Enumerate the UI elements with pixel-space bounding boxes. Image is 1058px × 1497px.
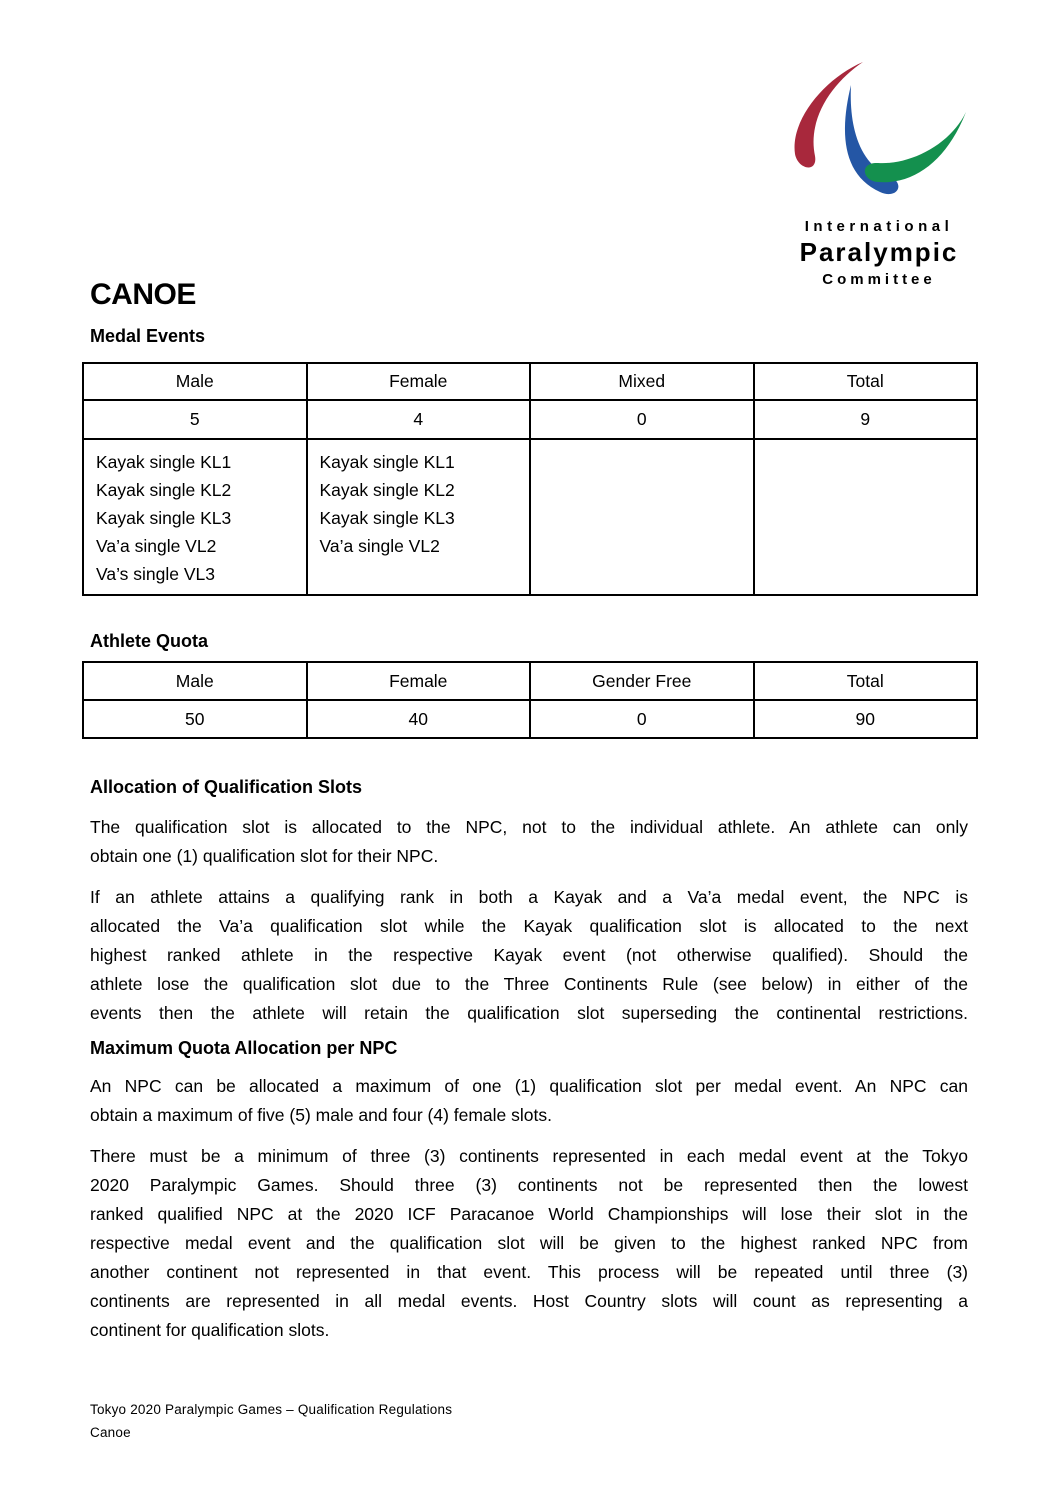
paragraph-max-quota-2 [90, 1142, 968, 1345]
quota-value-genderfree: 0 [530, 700, 754, 738]
paragraph-line: highest ranked athlete in the respective Kayak event (not otherwise qualified). Should the [90, 945, 968, 965]
paragraph-line: continent for qualification slots. [90, 1320, 330, 1340]
paragraph-line: An NPC can be allocated a maximum of one (1) qualification slot per medal event. An NPC can [90, 1076, 968, 1096]
page-footer [90, 1398, 452, 1444]
medal-events-heading: Medal Events [90, 326, 206, 346]
paragraph-max-quota-1 [90, 1072, 968, 1130]
medal-header-mixed: Mixed [530, 363, 754, 400]
paragraph-line: The qualification slot is allocated to the NPC, not to the individual athlete. An athlete can only [90, 817, 968, 837]
paragraph-line: obtain one (1) qualification slot for their NPC. [90, 846, 439, 866]
events-cell-total [754, 439, 978, 595]
section-heading-allocation: Allocation of Qualification Slots [90, 777, 363, 797]
page-title: CANOE [90, 278, 196, 311]
paragraph-line: athlete lose the qualification slot due to the Three Continents Rule (see below) in either of the [90, 974, 968, 994]
agito-green-swoosh [865, 112, 966, 182]
paragraph-allocation-1 [90, 813, 968, 871]
quota-header-total: Total [754, 662, 978, 700]
event-item: Kayak single KL3 [319, 508, 455, 528]
medal-count-female: 4 [307, 400, 531, 439]
event-item: Va’a single VL2 [96, 536, 217, 556]
event-item: Kayak single KL2 [96, 480, 232, 500]
event-item: Kayak single KL2 [319, 480, 455, 500]
ipc-logo [784, 62, 974, 288]
logo-text-international: International [804, 218, 954, 235]
quota-header-female: Female [307, 662, 531, 700]
paragraph-line: ranked qualified NPC at the 2020 ICF Paracanoe World Championships will lose their slot in the [90, 1204, 968, 1224]
medal-header-total: Total [754, 363, 978, 400]
medal-events-count-row [83, 400, 977, 439]
footer-line-sport: Canoe [90, 1425, 131, 1440]
quota-value-male: 50 [83, 700, 307, 738]
medal-count-mixed: 0 [530, 400, 754, 439]
paragraph-line: allocated the Va’a qualification slot while the Kayak qualification slot is allocated to the next [90, 916, 968, 936]
paragraph-line: respective medal event and the qualification slot will be given to the highest ranked NPC from [90, 1233, 968, 1253]
athlete-quota-table [82, 661, 978, 739]
event-item: Kayak single KL3 [96, 508, 232, 528]
paragraph-line: obtain a maximum of five (5) male and four (4) female slots. [90, 1105, 552, 1125]
event-item: Kayak single KL1 [319, 452, 455, 472]
events-cell-male [83, 439, 307, 595]
paragraph-line: If an athlete attains a qualifying rank in both a Kayak and a Va’a medal event, the NPC is [90, 887, 968, 907]
medal-count-total: 9 [754, 400, 978, 439]
document-content [82, 278, 978, 1345]
paragraph-line: There must be a minimum of three (3) continents represented in each medal event at the Tokyo [90, 1146, 968, 1166]
event-item: Va’s single VL3 [96, 564, 216, 584]
event-item: Kayak single KL1 [96, 452, 232, 472]
ipc-agitos-icon [787, 62, 971, 198]
paragraph-line: 2020 Paralympic Games. Should three (3) continents not be represented then the lowest [90, 1175, 968, 1195]
logo-text-committee: Committee [822, 271, 936, 288]
medal-header-male: Male [83, 363, 307, 400]
events-cell-female [307, 439, 531, 595]
medal-events-header-row [83, 363, 977, 400]
section-heading-max-quota: Maximum Quota Allocation per NPC [90, 1038, 398, 1058]
quota-value-total: 90 [754, 700, 978, 738]
logo-text-paralympic: Paralympic [799, 237, 959, 267]
paragraph-line: another continent not represented in that event. This process will be repeated until three (3) [90, 1262, 968, 1282]
paragraph-allocation-2 [90, 883, 968, 1028]
medal-count-male: 5 [83, 400, 307, 439]
paragraph-line: events then the athlete will retain the qualification slot superseding the continental restrictions. [90, 1003, 968, 1023]
medal-events-list-row [83, 439, 977, 595]
athlete-quota-header-row [83, 662, 977, 700]
event-item: Va’a single VL2 [319, 536, 440, 556]
medal-header-female: Female [307, 363, 531, 400]
quota-header-genderfree: Gender Free [530, 662, 754, 700]
quota-value-female: 40 [307, 700, 531, 738]
paragraph-line: continents are represented in all medal events. Host Country slots will count as representing a [90, 1291, 968, 1311]
athlete-quota-heading: Athlete Quota [90, 631, 209, 651]
medal-events-table [82, 362, 978, 596]
quota-header-male: Male [83, 662, 307, 700]
footer-line-title: Tokyo 2020 Paralympic Games – Qualification Regulations [90, 1402, 453, 1417]
events-cell-mixed [530, 439, 754, 595]
athlete-quota-value-row [83, 700, 977, 738]
